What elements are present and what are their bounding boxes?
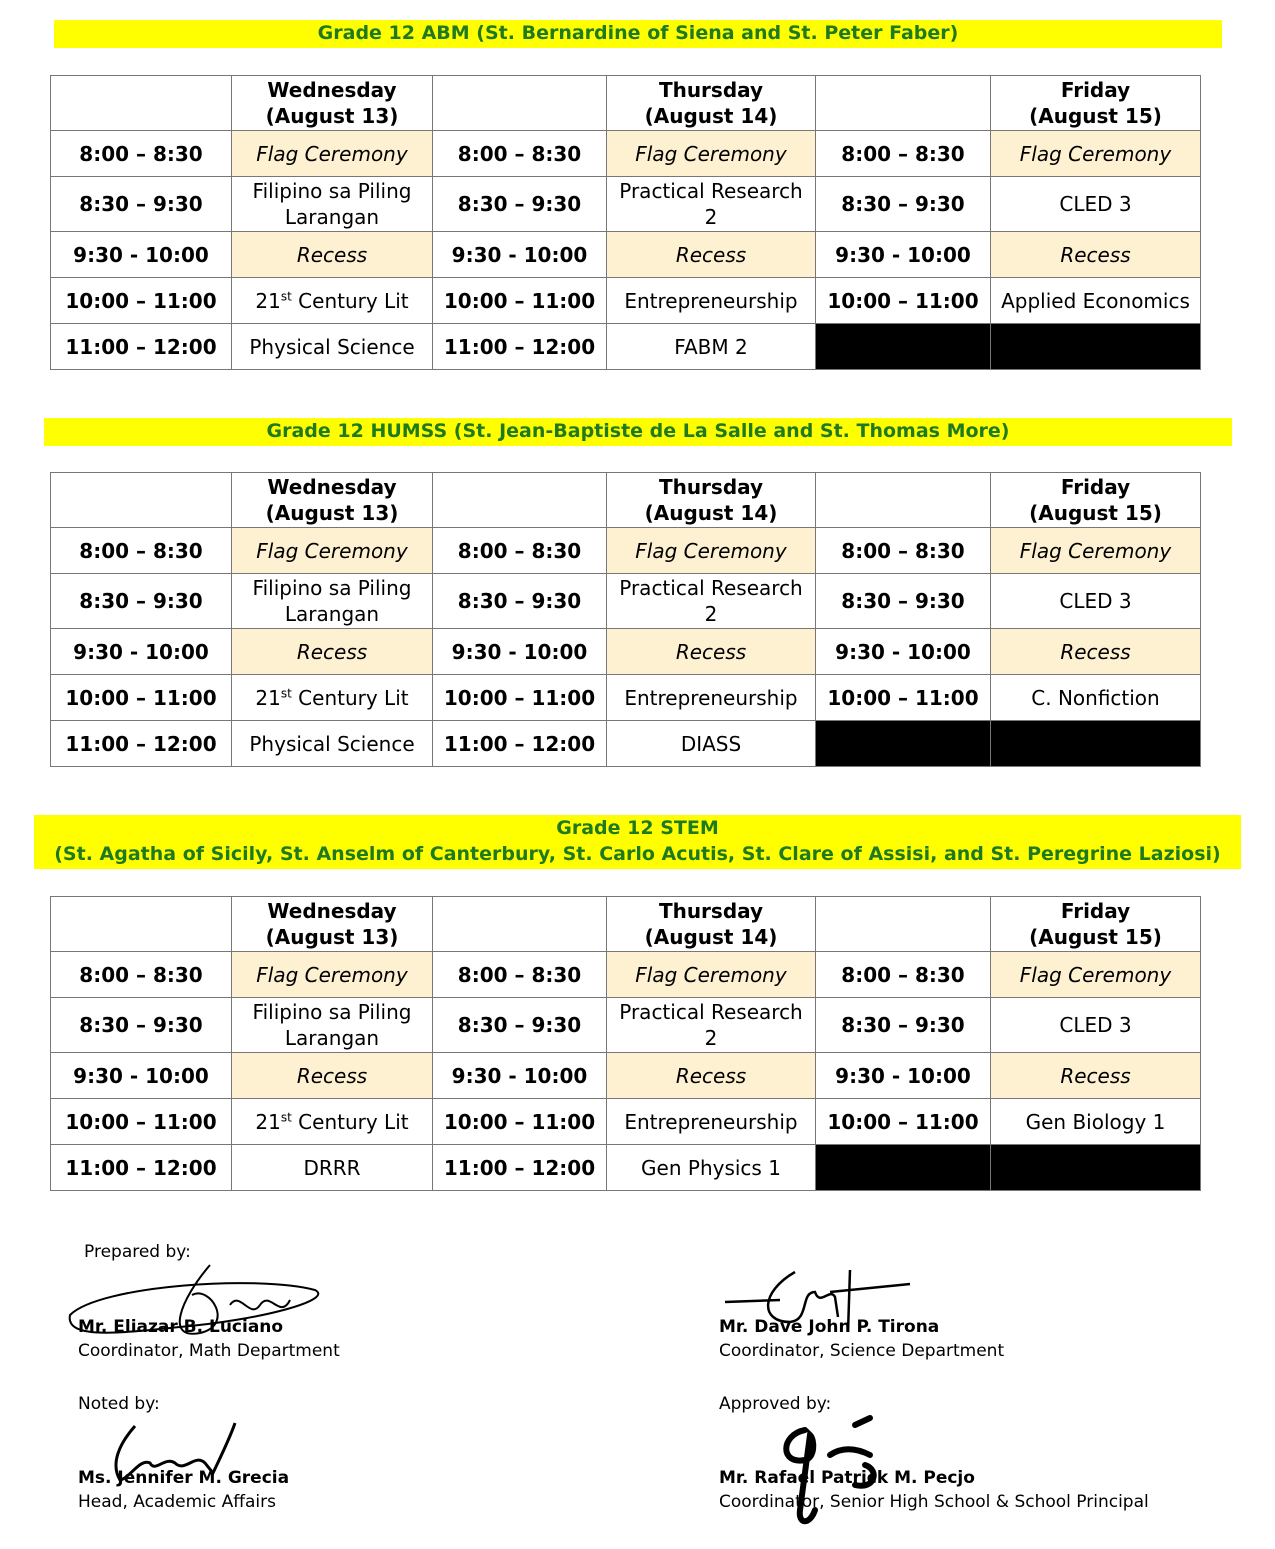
subject-cell: Flag Ceremony bbox=[991, 952, 1201, 998]
subject-cell: CLED 3 bbox=[991, 574, 1201, 629]
time-cell: 10:00 – 11:00 bbox=[816, 278, 991, 324]
subject-cell: Recess bbox=[991, 629, 1201, 675]
subject-cell: Flag Ceremony bbox=[991, 131, 1201, 177]
time-cell: 8:00 – 8:30 bbox=[816, 952, 991, 998]
signatory-principal bbox=[719, 1466, 1149, 1514]
day-header-thursday: Thursday (August 14) bbox=[607, 76, 816, 131]
time-cell: 10:00 – 11:00 bbox=[816, 1099, 991, 1145]
table-row bbox=[51, 1099, 1201, 1145]
day-header-wednesday: Wednesday (August 13) bbox=[232, 897, 433, 952]
time-cell: 10:00 – 11:00 bbox=[51, 675, 232, 721]
subject-cell: 21st Century Lit bbox=[232, 1099, 433, 1145]
time-cell: 8:00 – 8:30 bbox=[51, 131, 232, 177]
header-blank-cell bbox=[433, 473, 607, 528]
header-blank-cell bbox=[51, 473, 232, 528]
redacted-cell bbox=[816, 324, 991, 370]
time-cell: 9:30 - 10:00 bbox=[51, 232, 232, 278]
subject-cell: Recess bbox=[232, 1053, 433, 1099]
time-cell: 11:00 – 12:00 bbox=[51, 1145, 232, 1191]
signatory-name: Ms. Jennifer M. Grecia bbox=[78, 1468, 290, 1488]
subject-cell: Entrepreneurship bbox=[607, 675, 816, 721]
time-cell: 10:00 – 11:00 bbox=[51, 278, 232, 324]
signatory-name: Mr. Rafael Patrick M. Pecjo bbox=[719, 1468, 975, 1488]
time-cell: 8:30 – 9:30 bbox=[51, 574, 232, 629]
redacted-cell bbox=[816, 1145, 991, 1191]
subject-cell: Flag Ceremony bbox=[607, 131, 816, 177]
subject-cell: Flag Ceremony bbox=[607, 952, 816, 998]
schedule-table-humss bbox=[50, 472, 1201, 767]
section-title-stem bbox=[34, 815, 1241, 869]
day-header-friday: Friday (August 15) bbox=[991, 473, 1201, 528]
subject-cell: Recess bbox=[607, 1053, 816, 1099]
signatory-math bbox=[78, 1315, 340, 1363]
time-cell: 8:00 – 8:30 bbox=[433, 952, 607, 998]
section-title-abm bbox=[54, 20, 1222, 48]
table-row bbox=[51, 131, 1201, 177]
time-cell: 8:30 – 9:30 bbox=[433, 998, 607, 1053]
subject-cell: Recess bbox=[232, 232, 433, 278]
time-cell: 8:30 – 9:30 bbox=[51, 177, 232, 232]
subject-cell: DIASS bbox=[607, 721, 816, 767]
header-blank-cell bbox=[816, 897, 991, 952]
table-row bbox=[51, 324, 1201, 370]
time-cell: 8:00 – 8:30 bbox=[433, 131, 607, 177]
subject-cell: Practical Research 2 bbox=[607, 998, 816, 1053]
subject-cell: 21st Century Lit bbox=[232, 278, 433, 324]
subject-cell: 21st Century Lit bbox=[232, 675, 433, 721]
subject-cell: Physical Science bbox=[232, 721, 433, 767]
approved-by-label: Approved by: bbox=[719, 1394, 832, 1414]
subject-cell: Gen Biology 1 bbox=[991, 1099, 1201, 1145]
header-blank-cell bbox=[51, 897, 232, 952]
time-cell: 9:30 - 10:00 bbox=[51, 629, 232, 675]
time-cell: 8:00 – 8:30 bbox=[816, 528, 991, 574]
signatory-name: Mr. Eliazar B. Luciano bbox=[78, 1317, 284, 1337]
subject-cell: Flag Ceremony bbox=[232, 528, 433, 574]
day-header-friday: Friday (August 15) bbox=[991, 76, 1201, 131]
subject-cell: Filipino sa Piling Larangan bbox=[232, 574, 433, 629]
table-row bbox=[51, 998, 1201, 1053]
day-header-friday: Friday (August 15) bbox=[991, 897, 1201, 952]
time-cell: 9:30 - 10:00 bbox=[816, 629, 991, 675]
time-cell: 11:00 – 12:00 bbox=[51, 324, 232, 370]
time-cell: 11:00 – 12:00 bbox=[433, 721, 607, 767]
header-blank-cell bbox=[433, 76, 607, 131]
time-cell: 9:30 - 10:00 bbox=[51, 1053, 232, 1099]
time-cell: 10:00 – 11:00 bbox=[433, 278, 607, 324]
subject-cell: Recess bbox=[607, 629, 816, 675]
header-blank-cell bbox=[816, 473, 991, 528]
day-header-thursday: Thursday (August 14) bbox=[607, 897, 816, 952]
signatory-academic bbox=[78, 1466, 289, 1514]
table-row bbox=[51, 278, 1201, 324]
table-row bbox=[51, 177, 1201, 232]
time-cell: 9:30 - 10:00 bbox=[816, 232, 991, 278]
time-cell: 10:00 – 11:00 bbox=[816, 675, 991, 721]
time-cell: 8:00 – 8:30 bbox=[51, 528, 232, 574]
time-cell: 8:00 – 8:30 bbox=[51, 952, 232, 998]
time-cell: 8:30 – 9:30 bbox=[816, 574, 991, 629]
subject-cell: Flag Ceremony bbox=[232, 952, 433, 998]
subject-cell: Entrepreneurship bbox=[607, 1099, 816, 1145]
time-cell: 10:00 – 11:00 bbox=[433, 675, 607, 721]
time-cell: 8:30 – 9:30 bbox=[433, 177, 607, 232]
subject-cell: Recess bbox=[232, 629, 433, 675]
subject-cell: FABM 2 bbox=[607, 324, 816, 370]
subject-cell: CLED 3 bbox=[991, 998, 1201, 1053]
time-cell: 8:30 – 9:30 bbox=[816, 177, 991, 232]
time-cell: 9:30 - 10:00 bbox=[816, 1053, 991, 1099]
time-cell: 8:00 – 8:30 bbox=[816, 131, 991, 177]
time-cell: 10:00 – 11:00 bbox=[433, 1099, 607, 1145]
subject-cell: CLED 3 bbox=[991, 177, 1201, 232]
subject-cell: Filipino sa Piling Larangan bbox=[232, 998, 433, 1053]
table-header-row bbox=[51, 897, 1201, 952]
day-header-thursday: Thursday (August 14) bbox=[607, 473, 816, 528]
prepared-by-label: Prepared by: bbox=[84, 1242, 191, 1262]
subject-cell: Recess bbox=[991, 232, 1201, 278]
table-row bbox=[51, 232, 1201, 278]
time-cell: 10:00 – 11:00 bbox=[51, 1099, 232, 1145]
table-header-row bbox=[51, 473, 1201, 528]
redacted-cell bbox=[991, 721, 1201, 767]
table-row bbox=[51, 574, 1201, 629]
signatory-title: Coordinator, Senior High School & School Principal bbox=[719, 1492, 1149, 1512]
header-blank-cell bbox=[433, 897, 607, 952]
time-cell: 8:30 – 9:30 bbox=[51, 998, 232, 1053]
subject-cell: C. Nonfiction bbox=[991, 675, 1201, 721]
subject-cell: Practical Research 2 bbox=[607, 574, 816, 629]
signatory-title: Head, Academic Affairs bbox=[78, 1492, 276, 1512]
time-cell: 9:30 - 10:00 bbox=[433, 1053, 607, 1099]
subject-cell: Flag Ceremony bbox=[607, 528, 816, 574]
subject-cell: Physical Science bbox=[232, 324, 433, 370]
subject-cell: Flag Ceremony bbox=[232, 131, 433, 177]
time-cell: 8:30 – 9:30 bbox=[816, 998, 991, 1053]
subject-cell: Gen Physics 1 bbox=[607, 1145, 816, 1191]
time-cell: 9:30 - 10:00 bbox=[433, 232, 607, 278]
section-title-line: (St. Agatha of Sicily, St. Anselm of Canterbury, St. Carlo Acutis, St. Clare of Assisi, and St. Peregrine Laziosi) bbox=[54, 843, 1221, 865]
subject-cell: Filipino sa Piling Larangan bbox=[232, 177, 433, 232]
day-header-wednesday: Wednesday (August 13) bbox=[232, 76, 433, 131]
subject-cell: Practical Research 2 bbox=[607, 177, 816, 232]
table-row bbox=[51, 629, 1201, 675]
redacted-cell bbox=[816, 721, 991, 767]
time-cell: 11:00 – 12:00 bbox=[51, 721, 232, 767]
header-blank-cell bbox=[816, 76, 991, 131]
day-header-wednesday: Wednesday (August 13) bbox=[232, 473, 433, 528]
time-cell: 8:30 – 9:30 bbox=[433, 574, 607, 629]
time-cell: 8:00 – 8:30 bbox=[433, 528, 607, 574]
subject-cell: Applied Economics bbox=[991, 278, 1201, 324]
table-row bbox=[51, 721, 1201, 767]
noted-by-label: Noted by: bbox=[78, 1394, 160, 1414]
header-blank-cell bbox=[51, 76, 232, 131]
table-row bbox=[51, 1053, 1201, 1099]
subject-cell: DRRR bbox=[232, 1145, 433, 1191]
table-row bbox=[51, 675, 1201, 721]
signatory-title: Coordinator, Science Department bbox=[719, 1341, 1005, 1361]
signatory-name: Mr. Dave John P. Tirona bbox=[719, 1317, 940, 1337]
table-header-row bbox=[51, 76, 1201, 131]
time-cell: 11:00 – 12:00 bbox=[433, 1145, 607, 1191]
redacted-cell bbox=[991, 324, 1201, 370]
redacted-cell bbox=[991, 1145, 1201, 1191]
section-title-line: Grade 12 STEM bbox=[556, 817, 719, 839]
table-row bbox=[51, 1145, 1201, 1191]
signatory-science bbox=[719, 1315, 1004, 1363]
subject-cell: Recess bbox=[991, 1053, 1201, 1099]
section-title-line: Grade 12 ABM (St. Bernardine of Siena and St. Peter Faber) bbox=[317, 22, 959, 44]
schedule-table-abm bbox=[50, 75, 1201, 370]
signatory-title: Coordinator, Math Department bbox=[78, 1341, 340, 1361]
subject-cell: Recess bbox=[607, 232, 816, 278]
time-cell: 11:00 – 12:00 bbox=[433, 324, 607, 370]
section-title-line: Grade 12 HUMSS (St. Jean-Baptiste de La Salle and St. Thomas More) bbox=[266, 420, 1010, 442]
table-row bbox=[51, 528, 1201, 574]
subject-cell: Entrepreneurship bbox=[607, 278, 816, 324]
time-cell: 9:30 - 10:00 bbox=[433, 629, 607, 675]
section-title-humss bbox=[44, 418, 1232, 446]
table-row bbox=[51, 952, 1201, 998]
subject-cell: Flag Ceremony bbox=[991, 528, 1201, 574]
schedule-table-stem bbox=[50, 896, 1201, 1191]
